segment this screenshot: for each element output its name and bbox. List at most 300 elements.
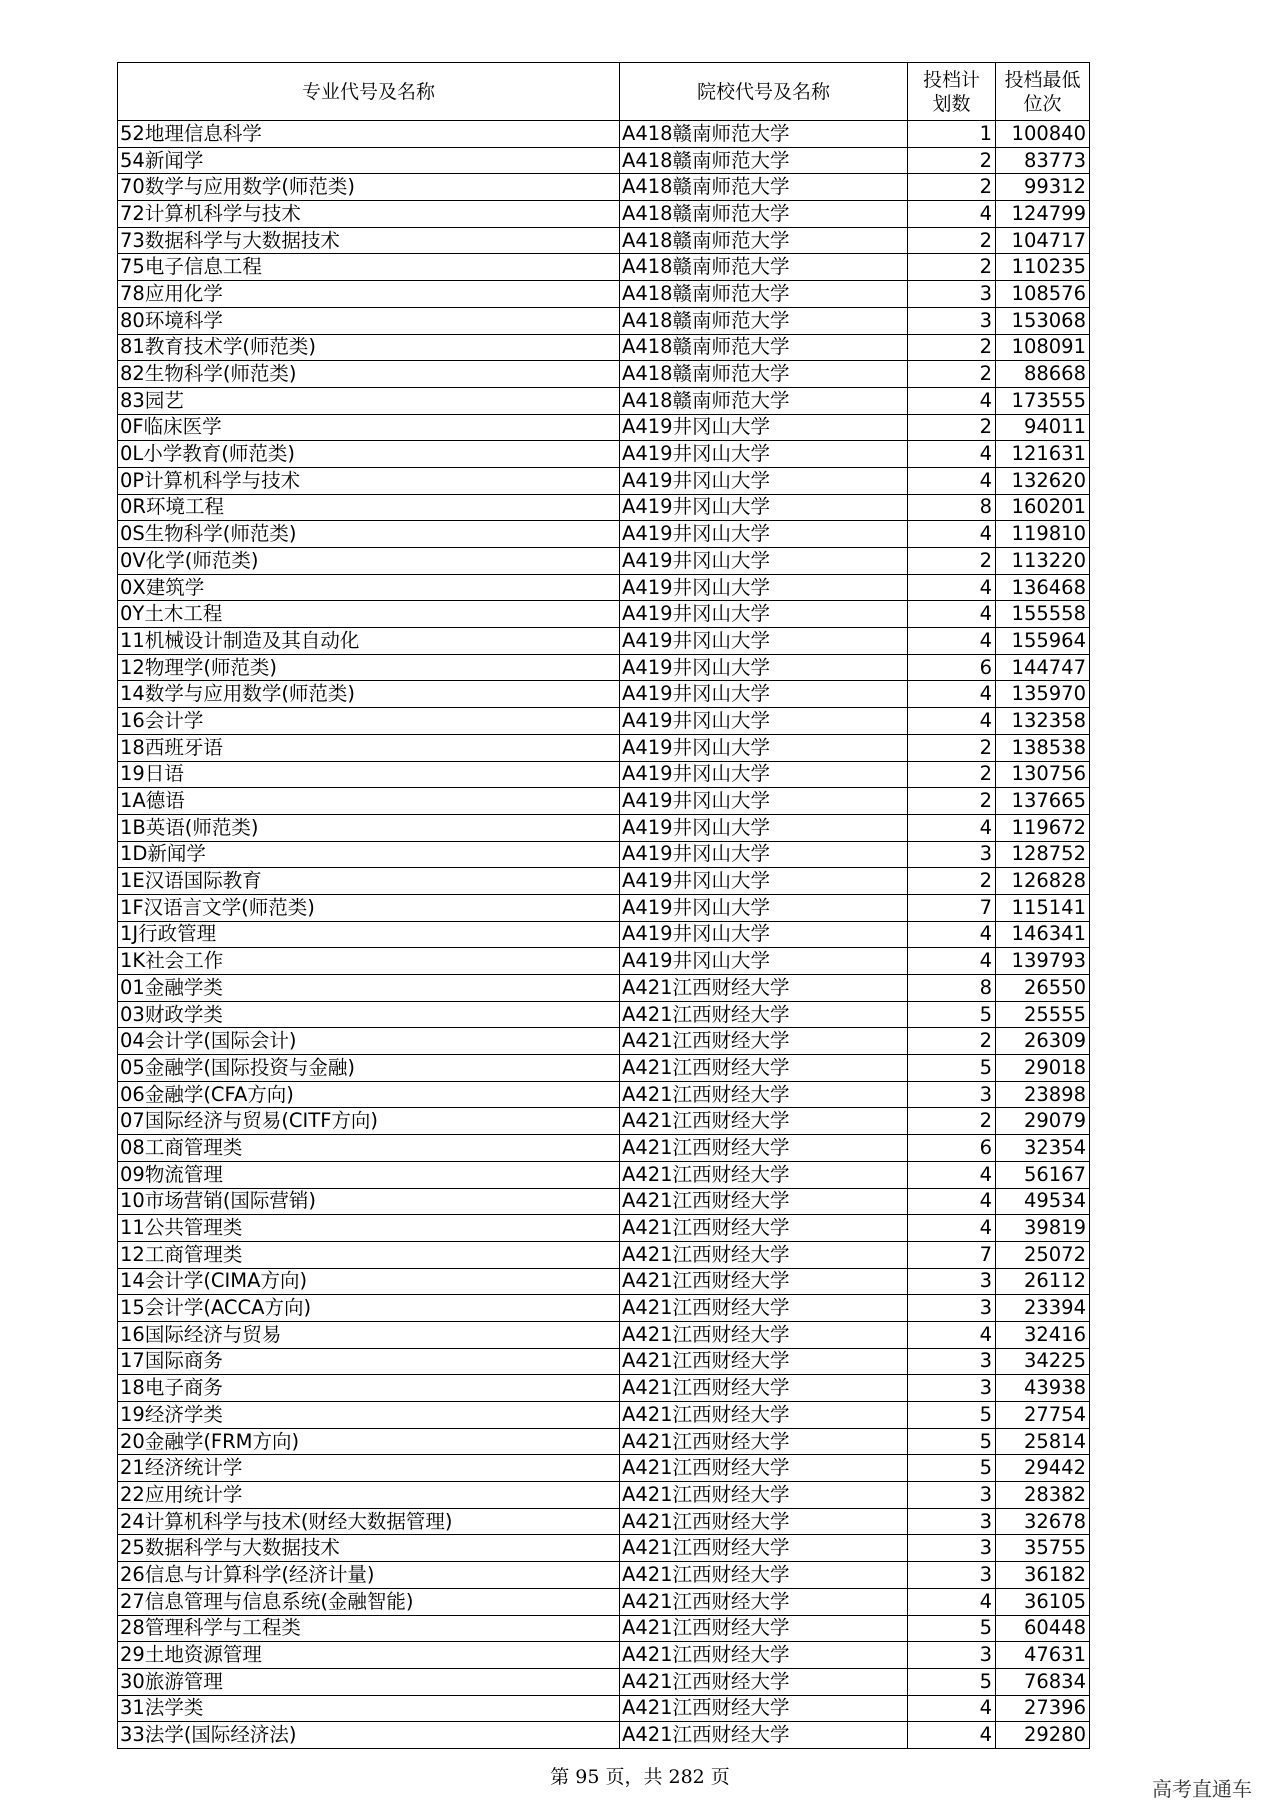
cell-plan-count: 2 [908,361,996,388]
cell-major: 12工商管理类 [118,1241,620,1268]
table-row [118,521,1090,548]
cell-major: 1K社会工作 [118,948,620,975]
cell-school: A421江西财经大学 [620,1188,908,1215]
cell-school: A421江西财经大学 [620,1642,908,1669]
table-row [118,921,1090,948]
cell-min-rank: 126828 [996,868,1090,895]
cell-min-rank: 136468 [996,574,1090,601]
cell-min-rank: 76834 [996,1668,1090,1695]
cell-major: 0S生物科学(师范类) [118,521,620,548]
table-row [118,1375,1090,1402]
cell-major: 0X建筑学 [118,574,620,601]
cell-school: A419井冈山大学 [620,921,908,948]
table-row [118,1295,1090,1322]
header-plan-line2: 划数 [932,92,971,115]
cell-plan-count: 3 [908,1562,996,1589]
cell-min-rank: 155558 [996,601,1090,628]
cell-plan-count: 2 [908,227,996,254]
cell-min-rank: 104717 [996,227,1090,254]
cell-min-rank: 88668 [996,361,1090,388]
table-row [118,227,1090,254]
cell-school: A419井冈山大学 [620,868,908,895]
cell-school: A419井冈山大学 [620,841,908,868]
cell-major: 81教育技术学(师范类) [118,334,620,361]
table-row [118,814,1090,841]
cell-min-rank: 32416 [996,1321,1090,1348]
cell-school: A418赣南师范大学 [620,334,908,361]
cell-major: 22应用统计学 [118,1482,620,1509]
table-row [118,1588,1090,1615]
cell-school: A421江西财经大学 [620,1268,908,1295]
cell-plan-count: 2 [908,1028,996,1055]
cell-school: A421江西财经大学 [620,1668,908,1695]
cell-min-rank: 115141 [996,894,1090,921]
cell-plan-count: 2 [908,174,996,201]
cell-major: 07国际经济与贸易(CITF方向) [118,1108,620,1135]
cell-school: A421江西财经大学 [620,1402,908,1429]
cell-plan-count: 4 [908,441,996,468]
table-row [118,174,1090,201]
cell-plan-count: 4 [908,1215,996,1242]
cell-min-rank: 43938 [996,1375,1090,1402]
cell-plan-count: 3 [908,1081,996,1108]
cell-plan-count: 5 [908,1668,996,1695]
table-row [118,1482,1090,1509]
table-row [118,121,1090,148]
table-row [118,1081,1090,1108]
cell-school: A418赣南师范大学 [620,201,908,228]
table-row [118,361,1090,388]
cell-min-rank: 29442 [996,1455,1090,1482]
cell-min-rank: 130756 [996,761,1090,788]
cell-major: 0V化学(师范类) [118,548,620,575]
cell-school: A418赣南师范大学 [620,147,908,174]
cell-major: 30旅游管理 [118,1668,620,1695]
cell-school: A421江西财经大学 [620,1375,908,1402]
cell-major: 20金融学(FRM方向) [118,1428,620,1455]
cell-plan-count: 2 [908,734,996,761]
cell-major: 17国际商务 [118,1348,620,1375]
cell-major: 11机械设计制造及其自动化 [118,628,620,655]
table-row [118,1615,1090,1642]
cell-plan-count: 3 [908,1508,996,1535]
cell-school: A421江西财经大学 [620,1108,908,1135]
cell-plan-count: 2 [908,334,996,361]
cell-school: A421江西财经大学 [620,1055,908,1082]
cell-school: A418赣南师范大学 [620,121,908,148]
cell-plan-count: 6 [908,654,996,681]
cell-plan-count: 1 [908,121,996,148]
cell-school: A419井冈山大学 [620,628,908,655]
cell-major: 29土地资源管理 [118,1642,620,1669]
cell-plan-count: 4 [908,1161,996,1188]
cell-plan-count: 4 [908,1722,996,1749]
cell-school: A418赣南师范大学 [620,307,908,334]
cell-min-rank: 153068 [996,307,1090,334]
cell-major: 24计算机科学与技术(财经大数据管理) [118,1508,620,1535]
cell-major: 14会计学(CIMA方向) [118,1268,620,1295]
cell-school: A419井冈山大学 [620,681,908,708]
cell-min-rank: 155964 [996,628,1090,655]
cell-school: A421江西财经大学 [620,1215,908,1242]
admission-table-container [117,62,1089,1749]
cell-major: 54新闻学 [118,147,620,174]
table-row [118,1241,1090,1268]
cell-min-rank: 32678 [996,1508,1090,1535]
table-row [118,1402,1090,1429]
cell-plan-count: 5 [908,1055,996,1082]
cell-plan-count: 2 [908,1108,996,1135]
table-row [118,147,1090,174]
cell-min-rank: 160201 [996,494,1090,521]
cell-min-rank: 34225 [996,1348,1090,1375]
cell-plan-count: 5 [908,1455,996,1482]
cell-plan-count: 4 [908,681,996,708]
cell-min-rank: 124799 [996,201,1090,228]
cell-plan-count: 5 [908,1428,996,1455]
cell-school: A421江西财经大学 [620,1001,908,1028]
cell-school: A421江西财经大学 [620,1588,908,1615]
cell-min-rank: 113220 [996,548,1090,575]
table-row [118,761,1090,788]
cell-major: 18电子商务 [118,1375,620,1402]
header-school: 院校代号及名称 [620,63,908,121]
table-body [118,121,1090,1749]
cell-major: 0Y土木工程 [118,601,620,628]
page-number: 第 95 页，共 282 页 [550,1766,730,1788]
cell-school: A419井冈山大学 [620,467,908,494]
table-row [118,1001,1090,1028]
cell-school: A421江西财经大学 [620,1508,908,1535]
table-row [118,1135,1090,1162]
cell-major: 08工商管理类 [118,1135,620,1162]
cell-min-rank: 26112 [996,1268,1090,1295]
cell-min-rank: 25814 [996,1428,1090,1455]
cell-major: 0R环境工程 [118,494,620,521]
table-row [118,201,1090,228]
cell-school: A421江西财经大学 [620,1562,908,1589]
cell-plan-count: 3 [908,1348,996,1375]
cell-min-rank: 49534 [996,1188,1090,1215]
table-row [118,894,1090,921]
cell-school: A421江西财经大学 [620,1241,908,1268]
cell-min-rank: 26309 [996,1028,1090,1055]
cell-min-rank: 25072 [996,1241,1090,1268]
cell-min-rank: 108576 [996,281,1090,308]
cell-plan-count: 4 [908,1188,996,1215]
cell-school: A421江西财经大学 [620,1535,908,1562]
watermark: 高考直通车 [1152,1777,1252,1801]
cell-school: A418赣南师范大学 [620,254,908,281]
cell-min-rank: 119672 [996,814,1090,841]
cell-major: 1E汉语国际教育 [118,868,620,895]
cell-plan-count: 4 [908,1695,996,1722]
cell-plan-count: 4 [908,1321,996,1348]
table-row [118,841,1090,868]
cell-min-rank: 108091 [996,334,1090,361]
cell-plan-count: 4 [908,467,996,494]
cell-major: 27信息管理与信息系统(金融智能) [118,1588,620,1615]
header-rank-line2: 位次 [1023,92,1062,115]
cell-major: 26信息与计算科学(经济计量) [118,1562,620,1589]
cell-major: 28管理科学与工程类 [118,1615,620,1642]
cell-school: A418赣南师范大学 [620,361,908,388]
cell-school: A421江西财经大学 [620,1695,908,1722]
cell-plan-count: 4 [908,921,996,948]
cell-plan-count: 3 [908,1268,996,1295]
cell-major: 75电子信息工程 [118,254,620,281]
cell-major: 12物理学(师范类) [118,654,620,681]
table-row [118,387,1090,414]
cell-min-rank: 47631 [996,1642,1090,1669]
cell-school: A421江西财经大学 [620,1295,908,1322]
table-row [118,681,1090,708]
table-row [118,1428,1090,1455]
cell-major: 19经济学类 [118,1402,620,1429]
cell-min-rank: 27396 [996,1695,1090,1722]
table-row [118,975,1090,1002]
cell-school: A419井冈山大学 [620,521,908,548]
cell-major: 01金融学类 [118,975,620,1002]
cell-min-rank: 25555 [996,1001,1090,1028]
cell-min-rank: 36182 [996,1562,1090,1589]
cell-plan-count: 5 [908,1615,996,1642]
table-row [118,1695,1090,1722]
header-rank-line1: 投档最低 [1004,68,1081,91]
cell-plan-count: 4 [908,628,996,655]
cell-major: 82生物科学(师范类) [118,361,620,388]
cell-major: 25数据科学与大数据技术 [118,1535,620,1562]
cell-major: 14数学与应用数学(师范类) [118,681,620,708]
cell-plan-count: 3 [908,307,996,334]
cell-min-rank: 132620 [996,467,1090,494]
table-row [118,788,1090,815]
cell-plan-count: 2 [908,414,996,441]
cell-plan-count: 2 [908,761,996,788]
cell-major: 72计算机科学与技术 [118,201,620,228]
cell-min-rank: 146341 [996,921,1090,948]
header-row [118,63,1090,121]
cell-major: 15会计学(ACCA方向) [118,1295,620,1322]
cell-school: A419井冈山大学 [620,948,908,975]
cell-major: 04会计学(国际会计) [118,1028,620,1055]
cell-major: 1A德语 [118,788,620,815]
table-row [118,708,1090,735]
cell-school: A419井冈山大学 [620,894,908,921]
cell-min-rank: 26550 [996,975,1090,1002]
cell-plan-count: 2 [908,868,996,895]
cell-min-rank: 137665 [996,788,1090,815]
cell-major: 16国际经济与贸易 [118,1321,620,1348]
cell-major: 19日语 [118,761,620,788]
cell-min-rank: 83773 [996,147,1090,174]
header-min-rank [996,63,1090,121]
admission-table [117,62,1090,1749]
cell-plan-count: 4 [908,574,996,601]
table-row [118,1668,1090,1695]
cell-min-rank: 36105 [996,1588,1090,1615]
cell-school: A419井冈山大学 [620,548,908,575]
cell-major: 70数学与应用数学(师范类) [118,174,620,201]
cell-school: A419井冈山大学 [620,788,908,815]
cell-school: A419井冈山大学 [620,601,908,628]
cell-min-rank: 56167 [996,1161,1090,1188]
cell-plan-count: 2 [908,254,996,281]
cell-min-rank: 144747 [996,654,1090,681]
cell-plan-count: 4 [908,201,996,228]
cell-school: A419井冈山大学 [620,734,908,761]
cell-school: A421江西财经大学 [620,1348,908,1375]
cell-plan-count: 3 [908,841,996,868]
cell-plan-count: 4 [908,948,996,975]
cell-school: A421江西财经大学 [620,1321,908,1348]
cell-school: A418赣南师范大学 [620,227,908,254]
cell-plan-count: 3 [908,1535,996,1562]
table-row [118,1028,1090,1055]
table-row [118,1642,1090,1669]
cell-min-rank: 94011 [996,414,1090,441]
cell-major: 1D新闻学 [118,841,620,868]
cell-plan-count: 3 [908,281,996,308]
cell-school: A418赣南师范大学 [620,281,908,308]
cell-plan-count: 3 [908,1375,996,1402]
table-row [118,281,1090,308]
header-plan-line1: 投档计 [922,68,980,91]
cell-min-rank: 100840 [996,121,1090,148]
cell-major: 10市场营销(国际营销) [118,1188,620,1215]
cell-plan-count: 5 [908,1402,996,1429]
cell-school: A421江西财经大学 [620,1722,908,1749]
cell-min-rank: 132358 [996,708,1090,735]
cell-major: 1B英语(师范类) [118,814,620,841]
cell-plan-count: 7 [908,1241,996,1268]
cell-plan-count: 4 [908,521,996,548]
cell-school: A421江西财经大学 [620,1161,908,1188]
cell-plan-count: 7 [908,894,996,921]
table-row [118,628,1090,655]
cell-major: 0F临床医学 [118,414,620,441]
cell-major: 16会计学 [118,708,620,735]
cell-school: A421江西财经大学 [620,1028,908,1055]
cell-min-rank: 110235 [996,254,1090,281]
cell-min-rank: 27754 [996,1402,1090,1429]
cell-plan-count: 3 [908,1482,996,1509]
cell-major: 11公共管理类 [118,1215,620,1242]
cell-plan-count: 2 [908,548,996,575]
cell-major: 06金融学(CFA方向) [118,1081,620,1108]
cell-major: 1F汉语言文学(师范类) [118,894,620,921]
cell-min-rank: 23394 [996,1295,1090,1322]
cell-plan-count: 4 [908,387,996,414]
cell-major: 05金融学(国际投资与金融) [118,1055,620,1082]
cell-plan-count: 3 [908,1642,996,1669]
table-row [118,334,1090,361]
cell-min-rank: 173555 [996,387,1090,414]
header-plan-count [908,63,996,121]
table-row [118,1161,1090,1188]
cell-plan-count: 5 [908,1001,996,1028]
cell-major: 31法学类 [118,1695,620,1722]
cell-major: 33法学(国际经济法) [118,1722,620,1749]
table-row [118,654,1090,681]
table-row [118,868,1090,895]
table-row [118,1108,1090,1135]
cell-school: A419井冈山大学 [620,814,908,841]
table-row [118,574,1090,601]
table-row [118,1348,1090,1375]
table-header [118,63,1090,121]
table-row [118,1268,1090,1295]
table-row [118,1455,1090,1482]
cell-min-rank: 29079 [996,1108,1090,1135]
cell-major: 0P计算机科学与技术 [118,467,620,494]
cell-school: A418赣南师范大学 [620,387,908,414]
cell-major: 0L小学教育(师范类) [118,441,620,468]
cell-min-rank: 121631 [996,441,1090,468]
cell-school: A421江西财经大学 [620,1081,908,1108]
cell-school: A421江西财经大学 [620,1428,908,1455]
table-row [118,601,1090,628]
cell-major: 52地理信息科学 [118,121,620,148]
table-row [118,1535,1090,1562]
cell-min-rank: 29280 [996,1722,1090,1749]
table-row [118,1321,1090,1348]
table-row [118,1508,1090,1535]
cell-plan-count: 8 [908,975,996,1002]
cell-major: 80环境科学 [118,307,620,334]
cell-major: 21经济统计学 [118,1455,620,1482]
table-row [118,1722,1090,1749]
cell-school: A419井冈山大学 [620,574,908,601]
cell-major: 09物流管理 [118,1161,620,1188]
table-row [118,1188,1090,1215]
cell-min-rank: 23898 [996,1081,1090,1108]
table-row [118,254,1090,281]
cell-min-rank: 60448 [996,1615,1090,1642]
cell-min-rank: 139793 [996,948,1090,975]
cell-school: A419井冈山大学 [620,441,908,468]
cell-plan-count: 3 [908,1295,996,1322]
cell-min-rank: 135970 [996,681,1090,708]
cell-school: A421江西财经大学 [620,1482,908,1509]
cell-plan-count: 4 [908,708,996,735]
table-row [118,734,1090,761]
cell-plan-count: 4 [908,1588,996,1615]
cell-school: A421江西财经大学 [620,1455,908,1482]
table-row [118,1562,1090,1589]
cell-major: 18西班牙语 [118,734,620,761]
table-row [118,1055,1090,1082]
cell-major: 73数据科学与大数据技术 [118,227,620,254]
cell-min-rank: 99312 [996,174,1090,201]
cell-min-rank: 119810 [996,521,1090,548]
cell-school: A419井冈山大学 [620,761,908,788]
cell-plan-count: 2 [908,788,996,815]
cell-school: A419井冈山大学 [620,494,908,521]
cell-school: A421江西财经大学 [620,1135,908,1162]
cell-min-rank: 39819 [996,1215,1090,1242]
cell-plan-count: 2 [908,147,996,174]
cell-school: A419井冈山大学 [620,708,908,735]
cell-school: A419井冈山大学 [620,414,908,441]
cell-min-rank: 29018 [996,1055,1090,1082]
table-row [118,441,1090,468]
cell-major: 83园艺 [118,387,620,414]
cell-major: 03财政学类 [118,1001,620,1028]
cell-min-rank: 128752 [996,841,1090,868]
table-row [118,948,1090,975]
table-row [118,414,1090,441]
